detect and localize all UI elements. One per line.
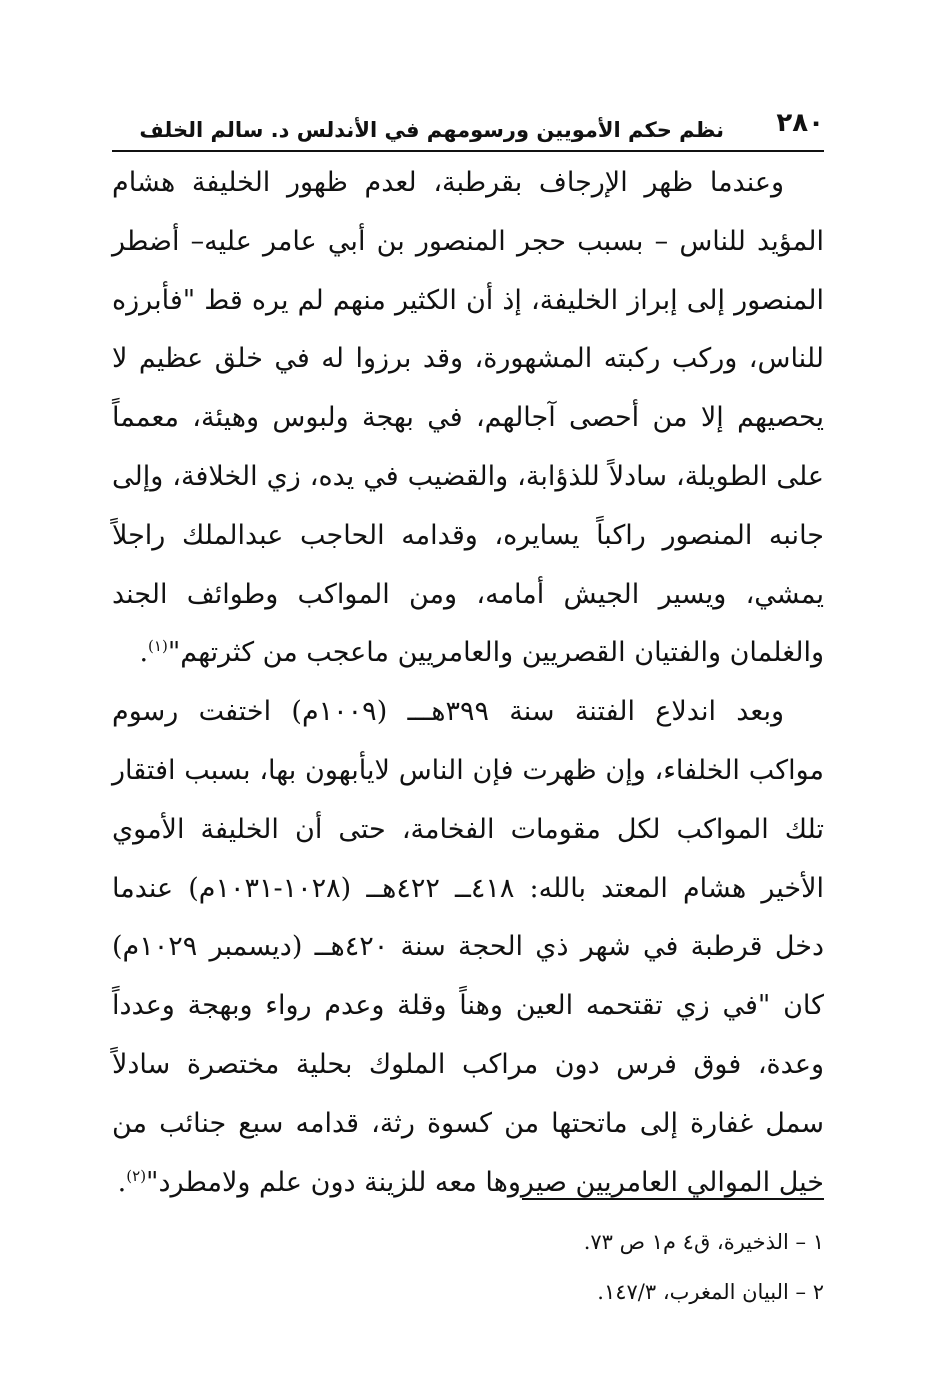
footnote-reference: (١) — [148, 637, 168, 656]
page-number: ٢٨٠ — [776, 108, 824, 138]
header-divider — [112, 150, 824, 152]
paragraph-text: وعندما ظهر الإرجاف بقرطبة، لعدم ظهور الخليفة هشام المؤيد للناس – بسبب حجر المنصور بن أبي عامر عليه– أضطر المنصور إلى إبراز الخليفة، إذ أن الكثير منهم لم يره قط "فأبرزه للناس، وركب ركبته المشهورة، وقد برزوا له في خلق عظيم لا يحصيهم إلا من أحصى آجالهم، في بهجة ولبوس وهيئة، معمماً على الطويلة، سادلاً للذؤابة، والقضيب في يده، زي الخلافة، وإلى جانبه المنصور راكباً يسايره، وقدامه الحاجب عبدالملك راجلاً يمشي، ويسير الجيش أمامه، ومن المواكب وطوائف الجند والغلمان والفتيان القصريين والعامريين ماعجب من كثرتهم" — [112, 167, 825, 669]
footnote-divider — [522, 1198, 824, 1200]
page-header — [112, 104, 824, 148]
paragraph-end: . — [139, 637, 149, 669]
paragraph — [112, 683, 824, 1212]
footnote-reference: (٢) — [126, 1166, 147, 1185]
paragraph-text: وبعد اندلاع الفتنة سنة ٣٩٩هـــ (١٠٠٩م) اختفت رسوم مواكب الخلفاء، وإن ظهرت فإن الناس لايأبهون بها، بسبب افتقار تلك المواكب لكل مقومات الفخامة، حتى أن الخليفة الأموي الأخير هشام المعتد بالله: ٤١٨ــ ٤٢٢هــ (١٠٢٨-١٠٣١م) عندما دخل قرطبة في شهر ذي الحجة سنة ٤٢٠هــ (ديسمبر ١٠٢٩م) كان "في زي تقتحمه العين وهناً وقلة وعدم رواء وبهجة وعدداً وعدة، فوق فرس دون مراكب الملوك بحلية مختصرة سادلاً سمل غفارة إلى ماتحتها من كسوة رثة، قدامه سبع جنائب من خيل الموالي العامريين صيروها معه للزينة دون علم ولامطرد" — [112, 696, 825, 1198]
main-text — [112, 154, 824, 1212]
footnotes — [112, 1217, 824, 1317]
running-title: نظم حكم الأمويين ورسومهم في الأندلس د. سالم الخلف — [139, 118, 724, 142]
footnote: ٢ – البيان المغرب، ١٤٧/٣. — [597, 1280, 824, 1304]
footnote: ١ – الذخيرة، ق٤ م١ ص ٧٣. — [583, 1230, 824, 1254]
paragraph — [112, 154, 824, 683]
paragraph-end: . — [117, 1166, 127, 1198]
